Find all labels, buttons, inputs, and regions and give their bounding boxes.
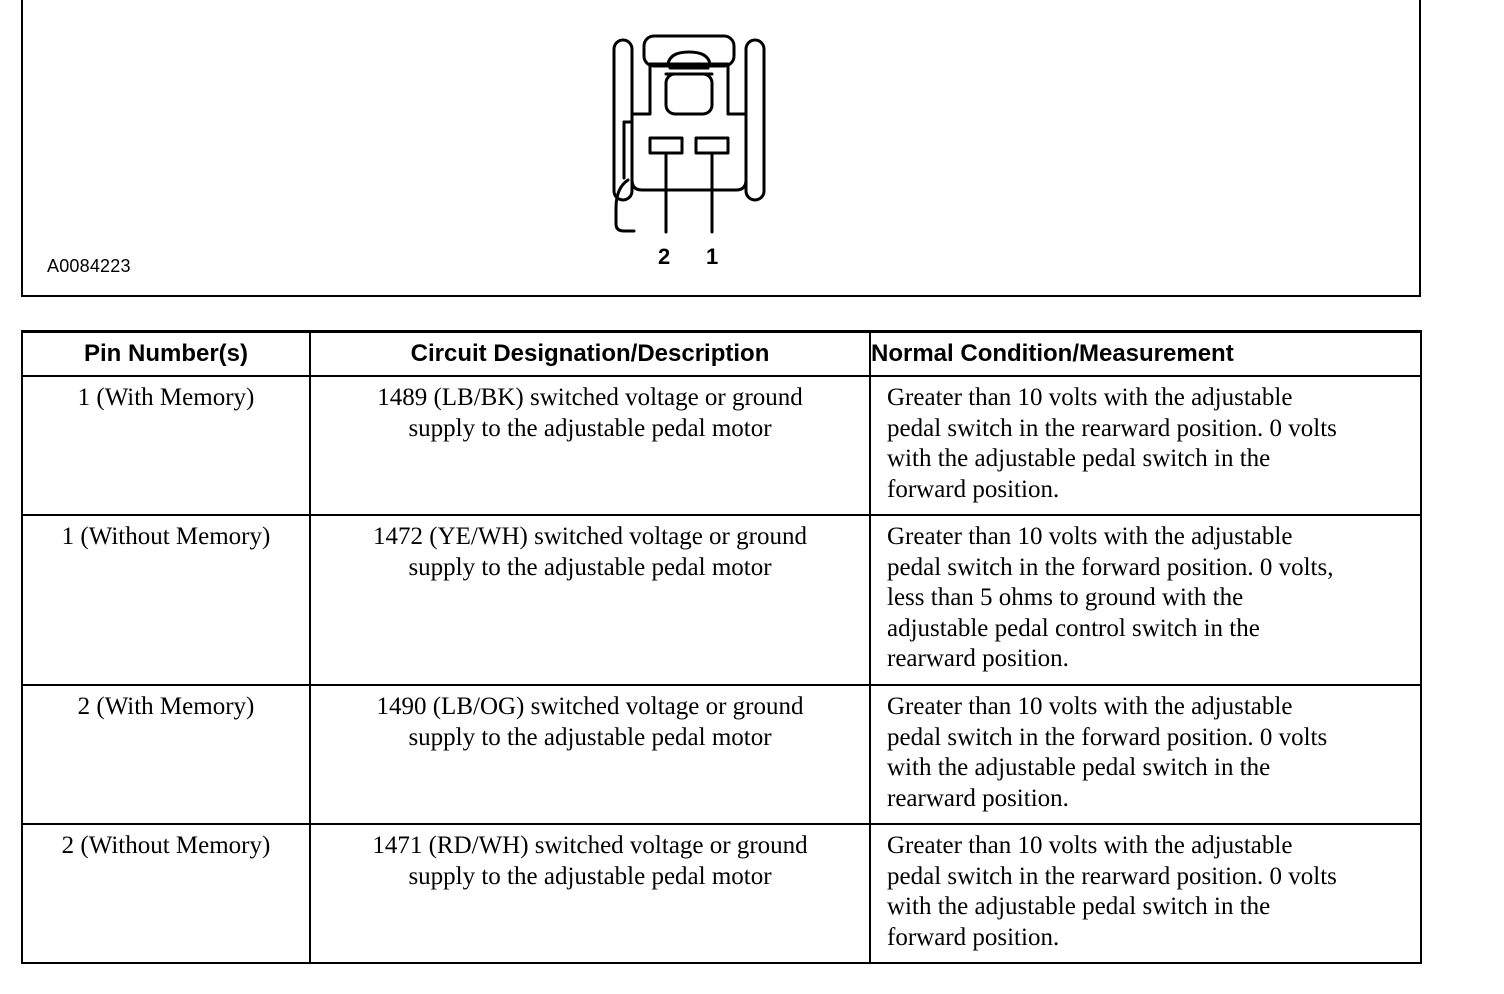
pin-cell: 2 (Without Memory)	[22, 824, 310, 963]
circuit-cell: 1490 (LB/OG) switched voltage or ground supply to the adjustable pedal motor	[310, 685, 870, 824]
pin-2-cavity	[650, 138, 682, 153]
normal-condition-cell: Greater than 10 volts with the adjustable pedal switch in the forward position. 0 volts, less than 5 ohms to ground with the adjustable pedal control switch in the rearward position.	[870, 515, 1421, 685]
normal-condition-cell: Greater than 10 volts with the adjustable pedal switch in the rearward position. 0 volts with the adjustable pedal switch in the forward position.	[870, 376, 1421, 515]
normal-condition-cell: Greater than 10 volts with the adjustable pedal switch in the rearward position. 0 volts with the adjustable pedal switch in the forward position.	[870, 824, 1421, 963]
connector-face-diagram	[600, 28, 780, 278]
pin-1-label: 1	[706, 244, 719, 269]
figure-id: A0084223	[47, 256, 131, 276]
circuit-cell: 1471 (RD/WH) switched voltage or ground supply to the adjustable pedal motor	[310, 824, 870, 963]
circuit-cell: 1489 (LB/BK) switched voltage or ground supply to the adjustable pedal motor	[310, 376, 870, 515]
table-row	[22, 376, 1421, 515]
pin-cell: 1 (Without Memory)	[22, 515, 310, 685]
pin-cell: 2 (With Memory)	[22, 685, 310, 824]
circuit-cell: 1472 (YE/WH) switched voltage or ground supply to the adjustable pedal motor	[310, 515, 870, 685]
pinout-table	[21, 330, 1422, 964]
table-row	[22, 515, 1421, 685]
pin-cell: 1 (With Memory)	[22, 376, 310, 515]
right-rail	[746, 40, 764, 200]
normal-condition-cell: Greater than 10 volts with the adjustable pedal switch in the forward position. 0 volts with the adjustable pedal switch in the rearward position.	[870, 685, 1421, 824]
key-window	[666, 74, 712, 114]
pin-2-label: 2	[658, 244, 671, 269]
table-row	[22, 824, 1421, 963]
header-circuit: Circuit Designation/Description	[310, 332, 870, 377]
header-normal-condition: Normal Condition/Measurement	[870, 332, 1421, 377]
header-row	[22, 332, 1421, 377]
connector-body	[632, 64, 746, 190]
pin-1-cavity	[696, 138, 728, 153]
table-row	[22, 685, 1421, 824]
header-pin-numbers: Pin Number(s)	[22, 332, 310, 377]
